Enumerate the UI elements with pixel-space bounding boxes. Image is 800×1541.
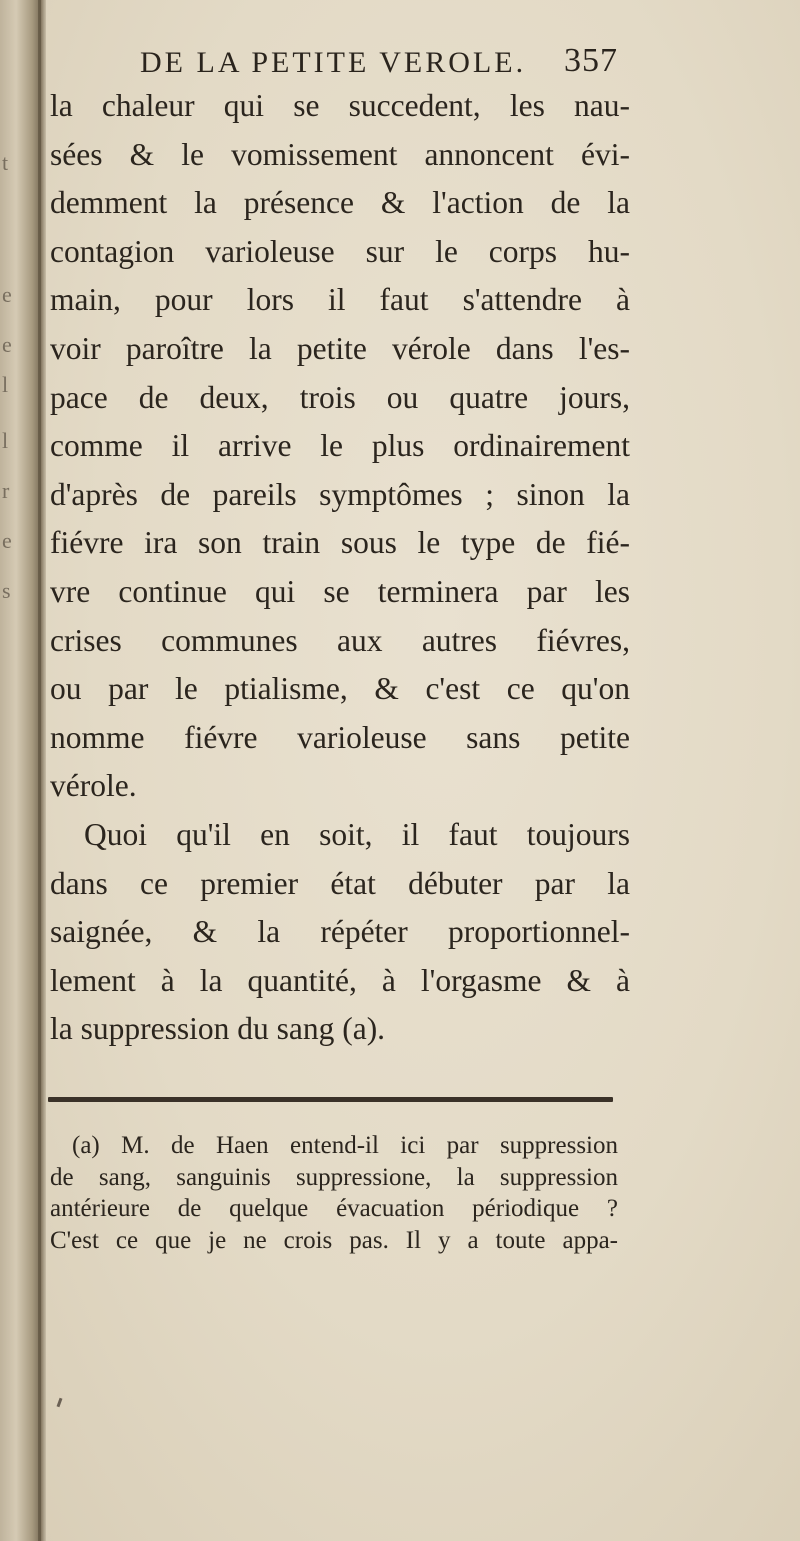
margin-bleed-char: l [2,372,9,397]
text-line: fiévre ira son train sous le type de fié- [50,525,630,561]
text-line: ou par le ptialisme, & c'est ce qu'on [50,671,630,707]
text-line: demment la présence & l'action de la [50,185,630,221]
text-line: sées & le vomissement annoncent évi- [50,136,630,172]
margin-bleed-char: s [2,578,11,603]
text-line: vre continue qui se terminera par les [50,573,630,609]
footnote-line: (a) M. de Haen entend-il ici par suppression [72,1132,618,1159]
text-line: nomme fiévre varioleuse sans petite [50,719,630,755]
text-line: contagion varioleuse sur le corps hu- [50,233,630,269]
text-line: crises communes aux autres fiévres, [50,622,630,658]
margin-bleed-char: e [2,282,12,307]
text-line: Quoi qu'il en soit, il faut toujours [84,816,630,852]
text-line: vérole. [50,768,137,804]
text-line: comme il arrive le plus ordinairement [50,428,630,464]
body-text [50,82,630,1054]
margin-bleed-char: e [2,332,12,357]
text-line: saignée, & la répéter proportionnel- [50,914,630,950]
page-number: 357 [564,42,618,79]
margin-bleed-char: e [2,528,12,553]
running-head-title: DE LA PETITE VEROLE. [140,46,527,79]
footnote-line: C'est ce que je ne crois pas. Il y a toute appa- [50,1226,618,1254]
margin-bleed-char: r [2,478,10,503]
text-line: voir paroître la petite vérole dans l'es- [50,330,630,366]
text-line: la chaleur qui se succedent, les nau- [50,88,630,123]
footnote-rule [48,1097,613,1102]
footnote [50,1130,618,1256]
margin-bleed-char: t [2,150,9,175]
margin-bleed-char: l [2,428,9,453]
text-line: main, pour lors il faut s'attendre à [50,282,630,318]
text-line: lement à la quantité, à l'orgasme & à [50,962,630,998]
footnote-line: de sang, sanguinis suppressione, la suppression [50,1163,618,1191]
text-line: pace de deux, trois ou quatre jours, [50,379,630,415]
text-line: dans ce premier état débuter par la [50,865,630,901]
ink-mark [57,1398,63,1407]
text-line: d'après de pareils symptômes ; sinon la [50,476,630,512]
text-line: la suppression du sang (a). [50,1011,386,1047]
gutter-edge [38,0,41,1541]
footnote-line: antérieure de quelque évacuation périodique ? [50,1195,618,1222]
